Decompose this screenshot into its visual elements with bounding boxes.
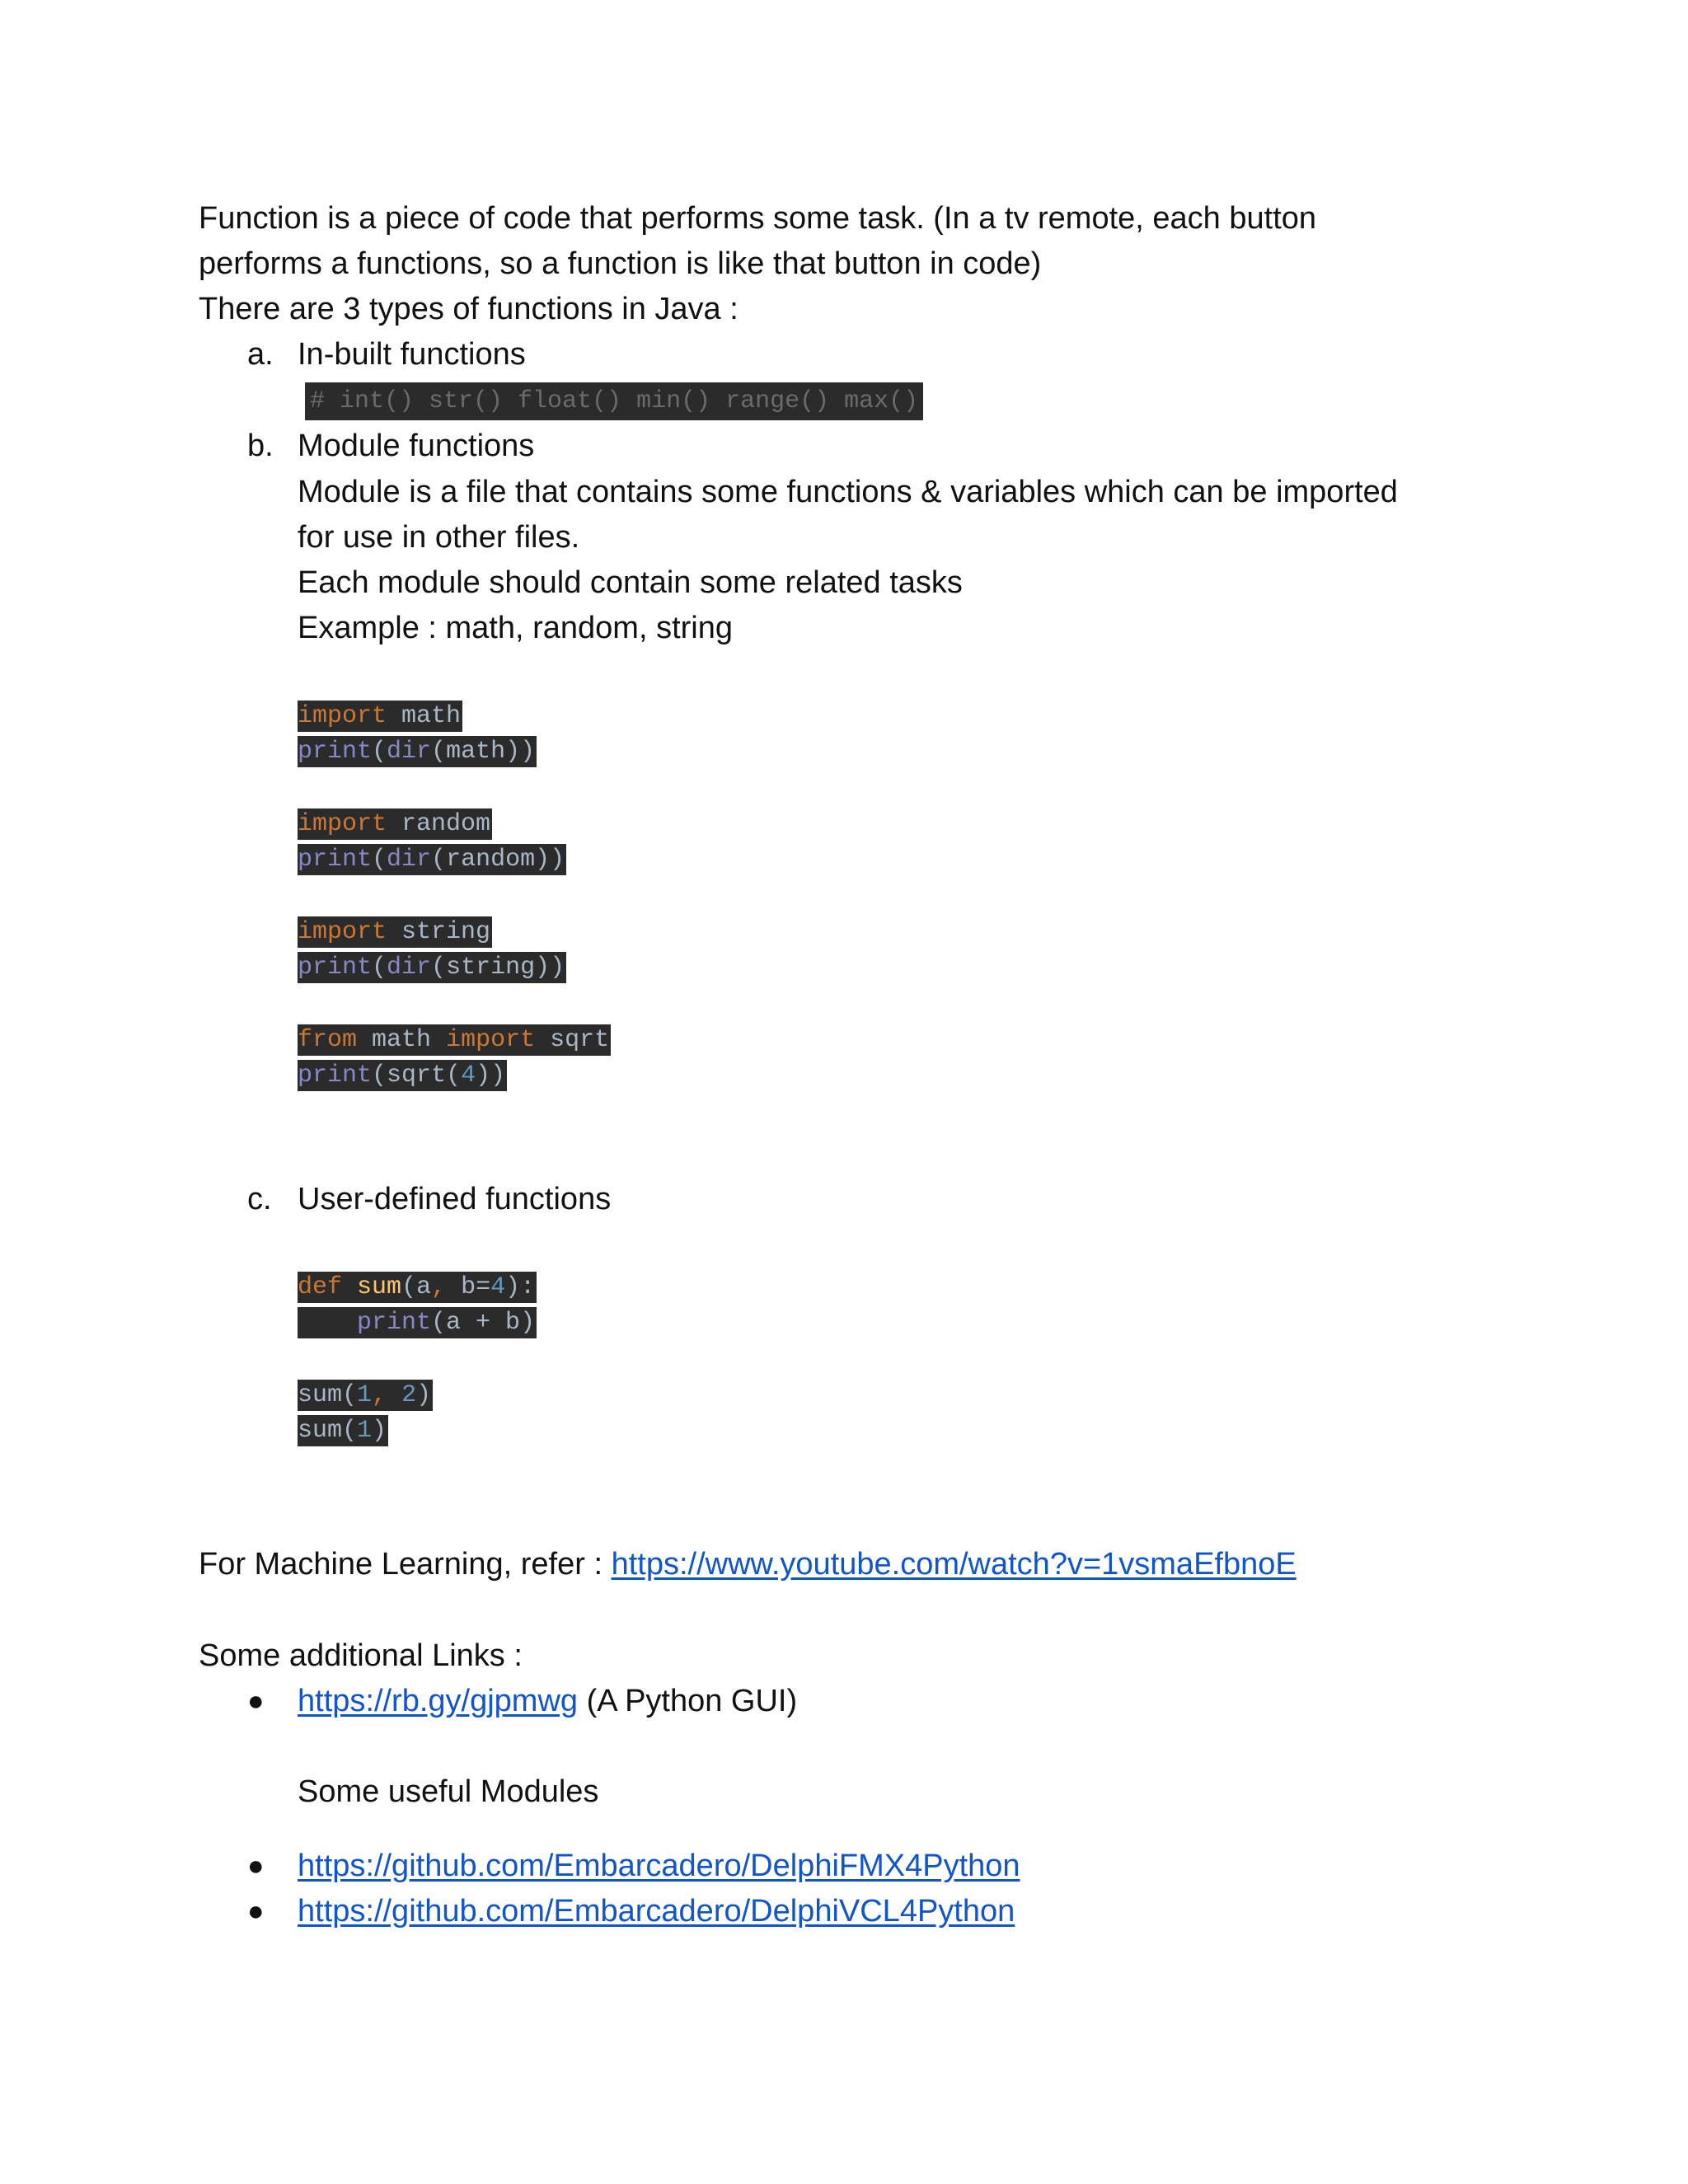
code-keyword: import	[446, 1026, 536, 1054]
delphi-vcl-link[interactable]: https://github.com/Embarcadero/DelphiVCL4Python	[298, 1894, 1015, 1929]
code-identifier: a	[416, 1273, 432, 1301]
code-keyword: import	[298, 918, 387, 946]
code-number: 2	[401, 1381, 417, 1409]
code-builtin: print	[298, 1062, 373, 1090]
code-line-from-math-import-sqrt	[298, 1024, 611, 1056]
section-b-desc-1: Module is a file that contains some functions & variables which can be imported	[298, 475, 1398, 509]
useful-modules-heading: Some useful Modules	[298, 1774, 599, 1809]
code-identifier: random	[446, 846, 536, 874]
gui-link-item	[298, 1678, 797, 1724]
code-builtin: dir	[387, 846, 432, 874]
intro-line-2: performs a functions, so a function is like that button in code)	[199, 246, 1042, 281]
ml-youtube-link[interactable]: https://www.youtube.com/watch?v=1vsmaEfbnoE	[611, 1547, 1296, 1582]
code-number: 4	[490, 1273, 506, 1301]
code-keyword: import	[298, 702, 387, 730]
python-gui-note: (A Python GUI)	[578, 1684, 798, 1718]
code-identifier: b=	[461, 1273, 491, 1301]
inbuilt-functions-code: # int() str() float() min() range() max()	[305, 382, 923, 420]
fmx-link-item	[298, 1843, 1020, 1889]
code-builtin: print	[298, 954, 373, 982]
code-line-import-random	[298, 808, 492, 840]
additional-links-heading: Some additional Links :	[199, 1638, 523, 1673]
list-marker-a: a.	[247, 337, 274, 372]
section-b-title: Module functions	[298, 429, 535, 463]
section-b-desc-3: Each module should contain some related tasks	[298, 565, 963, 600]
code-line-print-dir-random: print(dir(random))	[298, 846, 565, 874]
code-line-def-sum: def sum(a, b=4):	[298, 1273, 536, 1301]
code-number: 1	[357, 1417, 373, 1445]
code-line-import-string	[298, 916, 492, 948]
python-gui-link[interactable]: https://rb.gy/gjpmwg	[298, 1684, 579, 1718]
code-identifier: math	[372, 1026, 432, 1054]
bullet-icon: ●	[247, 1850, 265, 1882]
code-builtin: print	[357, 1309, 432, 1337]
code-number: 4	[461, 1062, 476, 1090]
code-number: 1	[357, 1381, 373, 1409]
code-line-print-dir-string: print(dir(string))	[298, 954, 565, 982]
code-identifier: random	[401, 810, 491, 838]
section-a-title: In-built functions	[298, 337, 526, 372]
code-builtin: print	[298, 738, 373, 766]
code-punctuation: ,	[431, 1273, 447, 1301]
code-identifier: sum	[298, 1417, 343, 1445]
code-punctuation: ,	[372, 1381, 387, 1409]
ml-reference-label: For Machine Learning, refer :	[199, 1547, 612, 1582]
code-expression: a + b	[446, 1309, 521, 1337]
section-b-desc-4: Example : math, random, string	[298, 611, 733, 645]
code-line-print-a-plus-b: print(a + b)	[298, 1307, 537, 1338]
intro-line-3: There are 3 types of functions in Java :	[199, 292, 738, 326]
code-keyword: from	[298, 1026, 358, 1054]
code-identifier: math	[446, 738, 506, 766]
code-keyword: def	[298, 1273, 343, 1301]
code-line-import-math	[298, 701, 462, 732]
code-identifier: sqrt	[387, 1062, 447, 1090]
code-builtin: dir	[387, 954, 432, 982]
delphi-fmx-link[interactable]: https://github.com/Embarcadero/DelphiFMX4Python	[298, 1849, 1020, 1883]
bullet-icon: ●	[247, 1685, 265, 1717]
code-builtin: print	[298, 846, 373, 874]
section-c-title: User-defined functions	[298, 1182, 612, 1216]
code-line-sum-1: sum(1)	[298, 1417, 387, 1445]
code-identifier: math	[401, 702, 462, 730]
code-line-sum-1-2: sum(1, 2)	[298, 1381, 432, 1409]
code-keyword: import	[298, 810, 387, 838]
code-identifier: string	[446, 954, 536, 982]
vcl-link-item	[298, 1888, 1015, 1934]
code-identifier: sum	[298, 1381, 343, 1409]
code-identifier: string	[401, 918, 491, 946]
section-b-desc-2: for use in other files.	[298, 520, 580, 555]
code-builtin: dir	[387, 738, 432, 766]
list-marker-b: b.	[247, 429, 274, 463]
code-line-print-sqrt: print(sqrt(4))	[298, 1062, 506, 1090]
list-marker-c: c.	[247, 1182, 272, 1216]
ml-reference-line	[199, 1541, 1296, 1587]
code-line-print-dir-math: print(dir(math))	[298, 738, 536, 766]
code-function-name: sum	[357, 1273, 402, 1301]
bullet-icon: ●	[247, 1896, 265, 1927]
code-identifier: sqrt	[550, 1026, 610, 1054]
intro-line-1: Function is a piece of code that performs some task. (In a tv remote, each button	[199, 201, 1317, 236]
